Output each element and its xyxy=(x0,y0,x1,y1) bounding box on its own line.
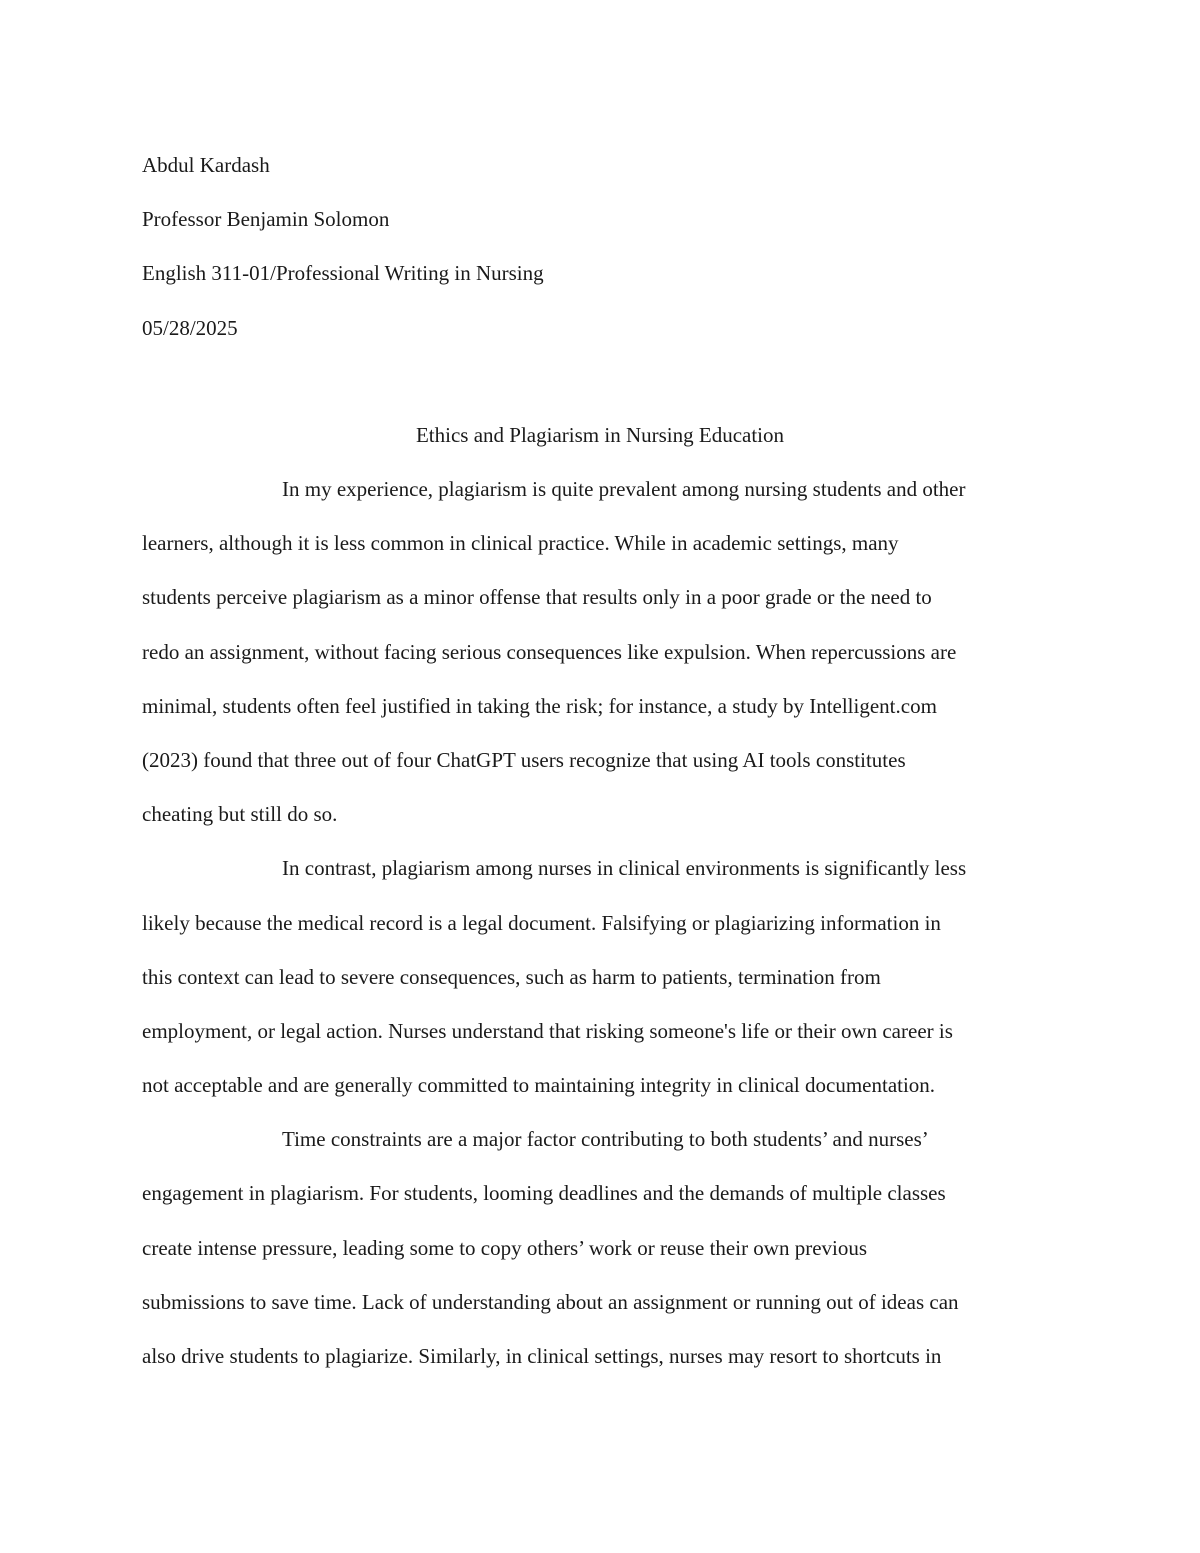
paragraph-line: redo an assignment, without facing serious consequences like expulsion. When repercussions are xyxy=(142,639,957,664)
paragraph-line: In my experience, plagiarism is quite prevalent among nursing students and other xyxy=(282,477,966,501)
paragraph-line: In contrast, plagiarism among nurses in clinical environments is significantly less xyxy=(282,856,967,881)
paragraph-line: this context can lead to severe consequences, such as harm to patients, termination from xyxy=(142,964,881,989)
paragraph-line: create intense pressure, leading some to copy others’ work or reuse their own previous xyxy=(142,1235,868,1260)
author-name: Abdul Kardash xyxy=(142,153,270,177)
paragraph-line: cheating but still do so. xyxy=(142,802,338,827)
paragraph-line: submissions to save time. Lack of understanding about an assignment or running out of ideas can xyxy=(142,1289,959,1314)
paragraph-line: Time constraints are a major factor contributing to both students’ and nurses’ xyxy=(282,1127,929,1152)
heading-block xyxy=(142,138,1062,355)
paragraph-line: employment, or legal action. Nurses understand that risking someone's life or their own career is xyxy=(142,1018,953,1043)
paragraph-line: minimal, students often feel justified in taking the risk; for instance, a study by Intelligent.com xyxy=(142,693,937,718)
paragraph-line: also drive students to plagiarize. Similarly, in clinical settings, nurses may resort to shortcuts in xyxy=(142,1344,942,1368)
document-title: Ethics and Plagiarism in Nursing Education xyxy=(415,423,785,447)
paragraph-line: engagement in plagiarism. For students, looming deadlines and the demands of multiple classes xyxy=(142,1181,946,1206)
course-name: English 311-01/Professional Writing in Nursing xyxy=(142,261,544,286)
paragraph-line: likely because the medical record is a legal document. Falsifying or plagiarizing information in xyxy=(142,910,941,935)
paragraph-line: students perceive plagiarism as a minor offense that results only in a poor grade or the need to xyxy=(142,585,932,610)
document-date: 05/28/2025 xyxy=(142,315,238,340)
paragraph-line: not acceptable and are generally committed to maintaining integrity in clinical documentation. xyxy=(142,1073,936,1098)
paragraph-line: learners, although it is less common in clinical practice. While in academic settings, many xyxy=(142,531,899,556)
document-body xyxy=(142,462,1058,1383)
paragraph-line: (2023) found that three out of four ChatGPT users recognize that using AI tools constitutes xyxy=(142,747,906,772)
professor-name: Professor Benjamin Solomon xyxy=(142,207,390,232)
